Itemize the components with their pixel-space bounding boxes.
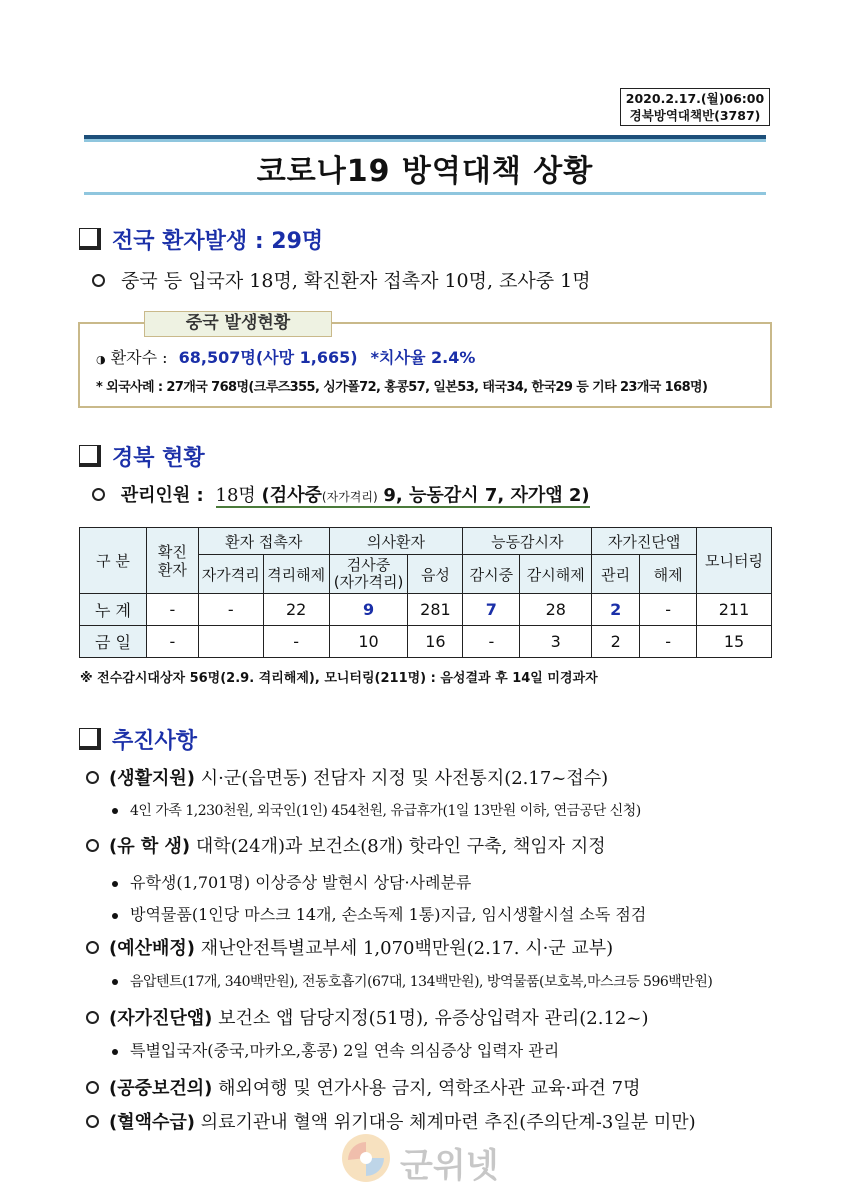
action-text: 보건소 앱 담당지정(51명), 유증상입력자 관리(2.12~): [212, 1008, 649, 1029]
managed-detail-small: (자가격리): [321, 490, 378, 504]
header-contact: 환자 접촉자: [198, 528, 329, 555]
circle-bullet-icon: [86, 1011, 99, 1024]
table-cell: 211: [697, 594, 772, 626]
action-tag: (유 학 생): [109, 836, 191, 857]
table-cell: 3: [520, 626, 592, 658]
section-actions-heading: 추진사항: [112, 729, 198, 754]
table-cell: 22: [263, 594, 329, 626]
report-dept: 경북방역대책반(3787): [629, 108, 761, 123]
watermark: [338, 1128, 518, 1188]
watermark-text: 군위넷: [400, 1146, 499, 1186]
action-item: [86, 764, 608, 790]
table-cell: 10: [329, 626, 408, 658]
action-item: [86, 1004, 649, 1030]
action-tag: (자가진단앱): [109, 1008, 213, 1029]
title-rule-bottom-light: [84, 192, 766, 195]
report-date: 2020.2.17.(월)06:00: [625, 91, 765, 106]
managed-label: 관리인원 :: [120, 485, 204, 506]
china-fatality: *치사율 2.4%: [370, 348, 476, 367]
status-table: [79, 527, 772, 658]
header-suspect-negative: 음성: [408, 555, 463, 594]
table-cell: 15: [697, 626, 772, 658]
managed-count: 18명: [215, 485, 256, 506]
table-cell: [198, 626, 263, 658]
section-gyeongbuk-heading: 경북 현황: [112, 446, 205, 471]
action-text: 재난안전특별교부세 1,070백만원(2.17. 시·군 교부): [195, 938, 614, 959]
table-cell: -: [640, 594, 697, 626]
circle-bullet-icon: [86, 839, 99, 852]
action-subtext: 방역물품(1인당 마스크 14개, 손소독제 1통)지급, 임시생활시설 소독 점검: [130, 905, 647, 924]
header-app-manage: 관리: [592, 555, 640, 594]
section-national-heading: 전국 환자발생 : 29명: [112, 229, 324, 254]
action-tag: (혈액수급): [109, 1112, 196, 1133]
header-active: 능동감시자: [463, 528, 592, 555]
action-item: [86, 832, 606, 858]
section-marker: [79, 228, 101, 250]
action-subitem: [112, 902, 646, 925]
header-app: 자가진단앱: [592, 528, 697, 555]
circle-bullet-icon: [92, 274, 105, 287]
table-cell: -: [146, 626, 198, 658]
china-patients-prefix: 환자수 :: [110, 348, 168, 367]
table-note: ※ 전수감시대상자 56명(2.9. 격리해제), 모니터링(211명) : 음성결과 후 14일 미경과자: [80, 671, 598, 686]
section-marker: [79, 445, 101, 467]
table-cell: -: [198, 594, 263, 626]
table-cell: 2: [592, 594, 640, 626]
header-monitoring: 모니터링: [697, 528, 772, 594]
national-detail-text: 중국 등 입국자 18명, 확진환자 접촉자 10명, 조사중 1명: [121, 270, 591, 292]
page-title: 코로나19 방역대책 상황: [256, 154, 594, 189]
china-patients: [96, 345, 475, 368]
action-tag: (생활지원): [109, 768, 196, 789]
national-detail: [92, 266, 591, 293]
china-status-label: 중국 발생현황: [144, 311, 332, 337]
managed-detail-a: (검사중: [261, 485, 322, 506]
table-cell: -: [463, 626, 520, 658]
circle-bullet-icon: [86, 771, 99, 784]
header-confirmed: 확진 환자: [146, 528, 198, 594]
table-row: [80, 594, 772, 626]
table-row: [80, 626, 772, 658]
table-cell: 7: [463, 594, 520, 626]
action-item: [86, 934, 613, 960]
circle-bullet-icon: [86, 941, 99, 954]
china-patients-value: 68,507명(사망 1,665): [178, 348, 358, 367]
action-subitem: [112, 800, 641, 820]
managed-detail: [216, 485, 590, 508]
action-subtext: 음압텐트(17개, 340백만원), 전동호흡기(67대, 134백만원), 방역물품(보호복,마스크등 596백만원): [130, 974, 713, 990]
bullet-dot-icon: [112, 881, 118, 887]
bullet-dot-icon: [112, 913, 118, 919]
action-subitem: [112, 1038, 559, 1061]
action-subtext: 유학생(1,701명) 이상증상 발현시 상담·사례분류: [130, 873, 472, 892]
half-circle-bullet-icon: ◑: [96, 353, 106, 366]
action-subtext: 4인 가족 1,230천원, 외국인(1인) 454천원, 유급휴가(1일 13만원 이하, 연금공단 신청): [130, 803, 641, 819]
header-category: 구 분: [80, 528, 147, 594]
watermark-logo-icon: [338, 1130, 394, 1186]
header-active-monitoring: 감시중: [463, 555, 520, 594]
action-tag: (예산배정): [109, 938, 196, 959]
header-suspect: 의사환자: [329, 528, 463, 555]
header-suspect-testing: 검사중 (자가격리): [329, 555, 408, 594]
header-app-release: 해제: [640, 555, 697, 594]
table-cell: 281: [408, 594, 463, 626]
table-cell: 16: [408, 626, 463, 658]
bullet-dot-icon: [112, 1049, 118, 1055]
header-active-release: 감시해제: [520, 555, 592, 594]
table-cell: 2: [592, 626, 640, 658]
managed-line: [92, 481, 590, 507]
header-contact-release: 격리해제: [263, 555, 329, 594]
action-subitem: [112, 971, 712, 991]
header-contact-self: 자가격리: [198, 555, 263, 594]
action-subitem: [112, 870, 471, 893]
title-rule-top-light: [84, 139, 766, 142]
managed-detail-b: 9, 능동감시 7, 자가앱 2): [383, 485, 590, 506]
action-item: [86, 1074, 641, 1100]
action-text: 의료기관내 혈액 위기대응 체계마련 추진(주의단계-3일분 미만): [195, 1112, 696, 1133]
row-label: 금 일: [80, 626, 147, 658]
row-label: 누 계: [80, 594, 147, 626]
circle-bullet-icon: [86, 1081, 99, 1094]
date-box: [620, 88, 770, 126]
table-cell: -: [640, 626, 697, 658]
table-cell: 9: [329, 594, 408, 626]
china-overseas: * 외국사례 : 27개국 768명(크루즈355, 싱가폴72, 홍콩57, 일본53, 태국34, 한국29 등 기타 23개국 168명): [96, 380, 708, 395]
table-cell: -: [146, 594, 198, 626]
circle-bullet-icon: [86, 1115, 99, 1128]
bullet-dot-icon: [112, 979, 118, 985]
circle-bullet-icon: [92, 488, 105, 501]
action-text: 해외여행 및 연가사용 금지, 역학조사관 교육·파견 7명: [212, 1078, 641, 1099]
action-tag: (공중보건의): [109, 1078, 213, 1099]
bullet-dot-icon: [112, 808, 118, 814]
action-subtext: 특별입국자(중국,마카오,홍콩) 2일 연속 의심증상 입력자 관리: [130, 1041, 560, 1060]
section-marker: [79, 728, 101, 750]
action-text: 시·군(읍면동) 전담자 지정 및 사전통지(2.17~접수): [195, 768, 609, 789]
table-cell: 28: [520, 594, 592, 626]
action-text: 대학(24개)과 보건소(8개) 핫라인 구축, 책임자 지정: [190, 836, 606, 857]
table-cell: -: [263, 626, 329, 658]
